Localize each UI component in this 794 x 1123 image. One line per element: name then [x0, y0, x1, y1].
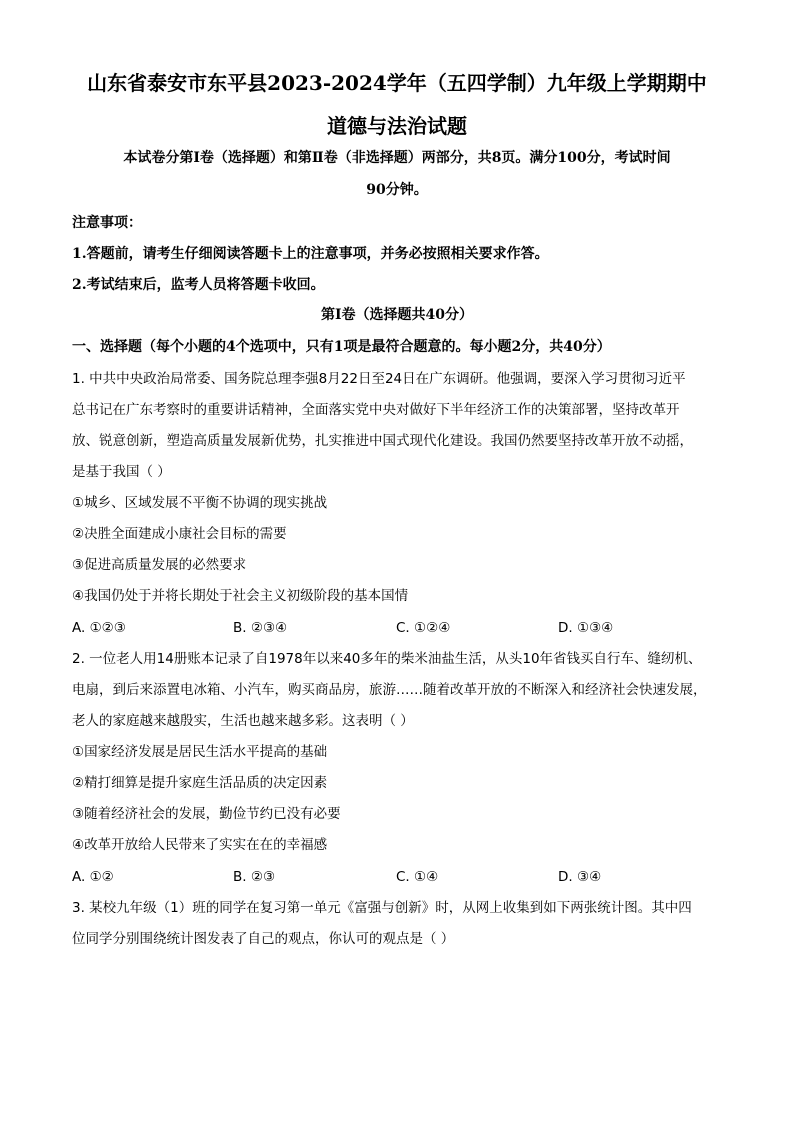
- question-3-stem-line: 3. 某校九年级（1）班的同学在复习第一单元《富强与创新》时，从网上收集到如下两张统计图。其中四: [72, 900, 692, 916]
- notes-heading: 注意事项：: [72, 215, 142, 231]
- question-1-option-d[interactable]: D. ①③④: [558, 620, 614, 636]
- question-2-option-d[interactable]: D. ③④: [558, 869, 602, 885]
- question-2-stem-line: 2. 一位老人用14册账本记录了自1978年以来40多年的柴米油盐生活，从头10年省钱买自行车、缝纫机、: [72, 651, 702, 667]
- question-3-stem-line: 位同学分别围绕统计图发表了自己的观点，你认可的观点是（ ）: [72, 931, 455, 947]
- question-2-stem-line: 电扇，到后来添置电冰箱、小汽车，购买商品房，旅游……随着改革开放的不断深入和经济社会快速发展，: [72, 682, 707, 698]
- exam-title-line2: 道德与法治试题: [327, 114, 467, 138]
- exam-intro-line1: 本试卷分第Ⅰ卷（选择题）和第Ⅱ卷（非选择题）两部分，共8页。满分100分，考试时间: [123, 150, 671, 166]
- exam-title-line1: 山东省泰安市东平县2023-2024学年（五四学制）九年级上学期期中: [87, 71, 707, 95]
- question-2-option-c[interactable]: C. ①④: [396, 869, 439, 885]
- question-2-statement: ①国家经济发展是居民生活水平提高的基础: [72, 744, 328, 760]
- question-1-stem-line: 总书记在广东考察时的重要讲话精神，全面落实党中央对做好下半年经济工作的决策部署，坚持改革开: [72, 402, 680, 418]
- question-1-option-c[interactable]: C. ①②④: [396, 620, 451, 636]
- notes-item: 1.答题前，请考生仔细阅读答题卡上的注意事项，并务必按照相关要求作答。: [72, 246, 549, 262]
- question-1-statement: ④我国仍处于并将长期处于社会主义初级阶段的基本国情: [72, 588, 409, 604]
- question-2-statement: ②精打细算是提升家庭生活品质的决定因素: [72, 775, 328, 791]
- question-1-option-a[interactable]: A. ①②③: [72, 620, 126, 636]
- question-1-stem-line: 放、锐意创新，塑造高质量发展新优势，扎实推进中国式现代化建设。我国仍然要坚持改革开放不动摇，: [72, 433, 693, 449]
- question-2-stem-line: 老人的家庭越来越殷实，生活也越来越多彩。这表明（ ）: [72, 713, 414, 729]
- exam-intro-line2: 90分钟。: [366, 182, 428, 198]
- question-1-statement: ②决胜全面建成小康社会目标的需要: [72, 526, 287, 542]
- part1-heading: 第Ⅰ卷（选择题共40分）: [320, 307, 474, 323]
- question-2-statement: ④改革开放给人民带来了实实在在的幸福感: [72, 837, 328, 853]
- question-1-option-b[interactable]: B. ②③④: [233, 620, 288, 636]
- question-2-option-a[interactable]: A. ①②: [72, 869, 114, 885]
- question-1-stem-line: 1. 中共中央政治局常委、国务院总理李强8月22日至24日在广东调研。他强调，要深入学习贯彻习近平: [72, 371, 686, 387]
- question-1-stem-line: 是基于我国（ ）: [72, 464, 171, 480]
- question-1-statement: ①城乡、区域发展不平衡不协调的现实挑战: [72, 495, 328, 511]
- notes-item: 2.考试结束后，监考人员将答题卡收回。: [72, 277, 325, 293]
- question-2-statement: ③随着经济社会的发展，勤俭节约已没有必要: [72, 806, 341, 822]
- question-1-statement: ③促进高质量发展的必然要求: [72, 557, 247, 573]
- section-heading: 一、选择题（每个小题的4个选项中，只有1项是最符合题意的。每小题2分，共40分）: [72, 339, 611, 355]
- question-2-option-b[interactable]: B. ②③: [233, 869, 276, 885]
